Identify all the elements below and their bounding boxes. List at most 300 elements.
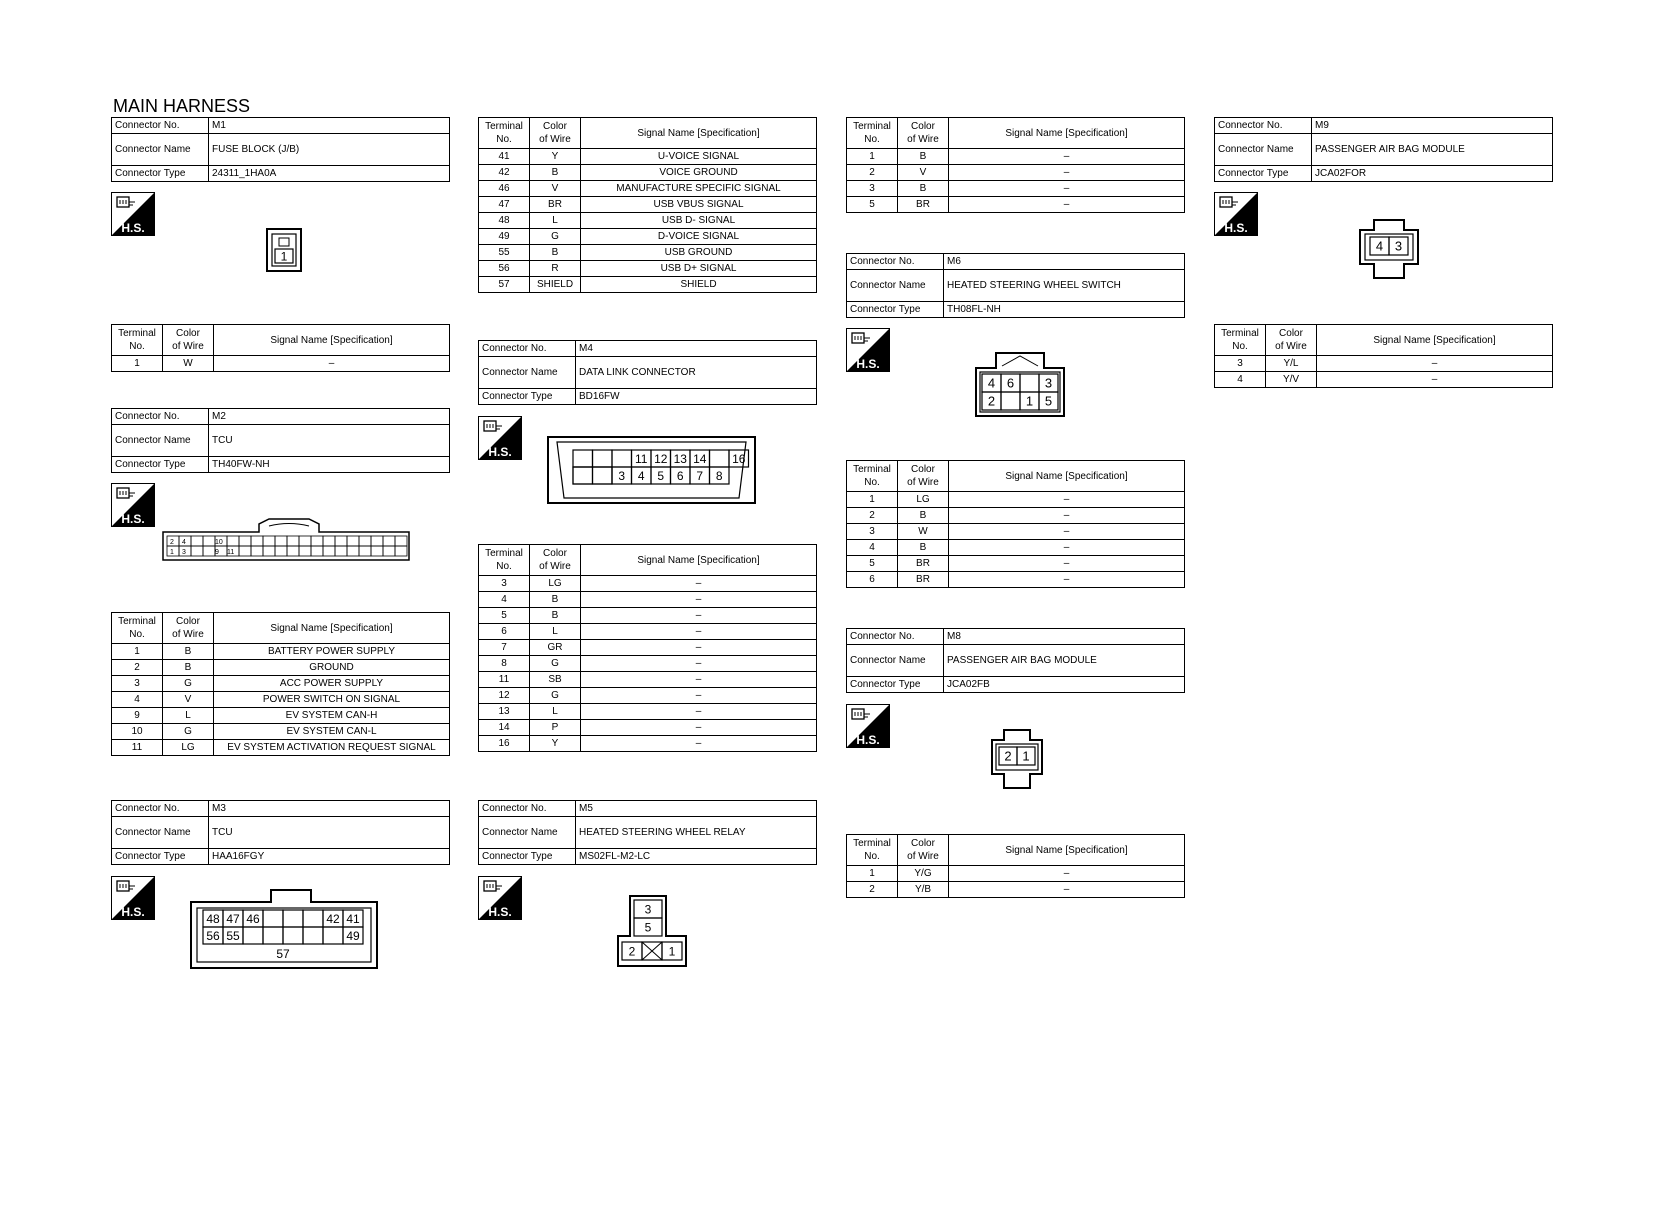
wire-color: LG [898, 492, 949, 508]
table-row [112, 740, 450, 756]
terminal-no: 48 [479, 213, 530, 229]
terminal-no: 56 [479, 261, 530, 277]
connector-m1-face [266, 228, 302, 277]
table-row [479, 688, 817, 704]
wire-color: BR [898, 572, 949, 588]
wire-color: B [163, 644, 214, 660]
svg-text:4: 4 [987, 375, 996, 391]
table-row [479, 576, 817, 592]
connector-name-value: FUSE BLOCK (J/B) [209, 134, 450, 166]
connector-type-label: Connector Type [479, 389, 576, 405]
terminal-no-header: Terminal No. [479, 545, 530, 576]
table-row [847, 556, 1185, 572]
terminal-no: 14 [479, 720, 530, 736]
terminal-no: 42 [479, 165, 530, 181]
signal-name: – [581, 640, 817, 656]
table-row [1215, 356, 1553, 372]
signal-name: – [949, 866, 1185, 882]
svg-text:H.S.: H.S. [856, 733, 880, 747]
terminal-no: 6 [479, 624, 530, 640]
table-row [1215, 372, 1553, 388]
signal-name-header: Signal Name [Specification] [581, 118, 817, 149]
terminal-no-header: Terminal No. [847, 118, 898, 149]
signal-name-header: Signal Name [Specification] [214, 613, 450, 644]
table-row [479, 229, 817, 245]
signal-name: – [581, 736, 817, 752]
wire-color: P [530, 720, 581, 736]
connector-no-value: M3 [209, 801, 450, 817]
wire-color: SHIELD [530, 277, 581, 293]
wire-color: Y/G [898, 866, 949, 882]
signal-name: POWER SWITCH ON SIGNAL [214, 692, 450, 708]
connector-no-label: Connector No. [112, 801, 209, 817]
signal-name-header: Signal Name [Specification] [949, 461, 1185, 492]
terminal-no: 12 [479, 688, 530, 704]
wire-color: B [530, 165, 581, 181]
connector-name-value: HEATED STEERING WHEEL SWITCH [944, 270, 1185, 302]
wire-color-header: Color of Wire [898, 118, 949, 149]
terminal-no: 4 [112, 692, 163, 708]
connector-info-m1 [111, 117, 450, 182]
svg-text:48: 48 [206, 911, 220, 926]
table-row [112, 676, 450, 692]
signal-name: – [581, 688, 817, 704]
wire-color-header: Color of Wire [163, 325, 214, 356]
connector-no-value: M8 [944, 629, 1185, 645]
wire-color: Y/V [1266, 372, 1317, 388]
svg-text:16: 16 [732, 451, 746, 466]
connector-info-m5 [478, 800, 817, 865]
svg-text:7: 7 [696, 468, 704, 483]
terminal-table-m8 [846, 834, 1185, 898]
signal-name: – [949, 149, 1185, 165]
terminal-no: 11 [112, 740, 163, 756]
connector-name-label: Connector Name [847, 645, 944, 677]
table-row [847, 882, 1185, 898]
terminal-no: 5 [847, 556, 898, 572]
wire-color: L [163, 708, 214, 724]
svg-text:4: 4 [637, 468, 645, 483]
terminal-no: 5 [479, 608, 530, 624]
wire-color: B [898, 149, 949, 165]
signal-name: – [949, 508, 1185, 524]
svg-text:H.S.: H.S. [856, 357, 880, 371]
svg-text:5: 5 [1044, 393, 1053, 409]
wire-color: V [898, 165, 949, 181]
signal-name: – [581, 624, 817, 640]
wire-color: B [898, 181, 949, 197]
table-row [479, 592, 817, 608]
connector-info-m4 [478, 340, 817, 405]
terminal-no: 3 [479, 576, 530, 592]
signal-name: – [581, 592, 817, 608]
table-row [479, 213, 817, 229]
signal-name: ACC POWER SUPPLY [214, 676, 450, 692]
connector-name-label: Connector Name [112, 134, 209, 166]
table-row [479, 624, 817, 640]
wire-color: G [163, 676, 214, 692]
signal-name: USB GROUND [581, 245, 817, 261]
table-row [479, 608, 817, 624]
terminal-no: 3 [847, 524, 898, 540]
connector-no-label: Connector No. [479, 801, 576, 817]
table-row [847, 508, 1185, 524]
table-row [847, 524, 1185, 540]
signal-name-header: Signal Name [Specification] [949, 118, 1185, 149]
svg-text:1: 1 [170, 549, 174, 556]
wire-color: G [530, 656, 581, 672]
svg-text:47: 47 [226, 911, 240, 926]
harness-side-icon [111, 483, 155, 527]
signal-name: – [581, 608, 817, 624]
connector-name-label: Connector Name [479, 357, 576, 389]
connector-no-value: M6 [944, 254, 1185, 270]
svg-text:6: 6 [1006, 375, 1015, 391]
signal-name: – [581, 656, 817, 672]
wire-color: L [530, 704, 581, 720]
terminal-table-m5 [846, 117, 1185, 213]
signal-name: – [949, 882, 1185, 898]
svg-text:1: 1 [280, 249, 288, 264]
harness-side-icon [846, 328, 890, 372]
connector-type-label: Connector Type [1215, 166, 1312, 182]
signal-name-header: Signal Name [Specification] [581, 545, 817, 576]
terminal-no: 4 [847, 540, 898, 556]
connector-type-value: TH08FL-NH [944, 302, 1185, 318]
terminal-table-m9 [1214, 324, 1553, 388]
connector-info-m3 [111, 800, 450, 865]
signal-name: – [949, 197, 1185, 213]
table-row [112, 644, 450, 660]
wire-color: V [163, 692, 214, 708]
table-row [479, 181, 817, 197]
connector-type-label: Connector Type [112, 166, 209, 182]
signal-name: U-VOICE SIGNAL [581, 149, 817, 165]
table-row [112, 692, 450, 708]
connector-type-value: MS02FL-M2-LC [576, 849, 817, 865]
signal-name: – [949, 540, 1185, 556]
terminal-no: 49 [479, 229, 530, 245]
wire-color: Y/B [898, 882, 949, 898]
svg-text:42: 42 [326, 911, 340, 926]
wire-color: Y/L [1266, 356, 1317, 372]
table-row [847, 197, 1185, 213]
table-row [112, 724, 450, 740]
wire-color-header: Color of Wire [898, 835, 949, 866]
svg-text:3: 3 [1044, 375, 1053, 391]
connector-name-value: TCU [209, 817, 450, 849]
terminal-table-m3 [478, 117, 817, 293]
svg-text:57: 57 [276, 947, 290, 961]
svg-text:41: 41 [346, 911, 360, 926]
connector-info-m9 [1214, 117, 1553, 182]
wire-color-header: Color of Wire [530, 118, 581, 149]
terminal-no: 1 [847, 149, 898, 165]
signal-name: SHIELD [581, 277, 817, 293]
signal-name: EV SYSTEM CAN-L [214, 724, 450, 740]
signal-name: USB VBUS SIGNAL [581, 197, 817, 213]
connector-no-label: Connector No. [479, 341, 576, 357]
svg-text:56: 56 [206, 928, 220, 943]
svg-text:H.S.: H.S. [488, 905, 512, 919]
connector-m6-face [974, 352, 1066, 423]
svg-text:11: 11 [635, 451, 648, 466]
signal-name: – [581, 720, 817, 736]
wire-color: GR [530, 640, 581, 656]
wire-color: R [530, 261, 581, 277]
wire-color-header: Color of Wire [163, 613, 214, 644]
terminal-no-header: Terminal No. [847, 835, 898, 866]
wire-color: LG [530, 576, 581, 592]
signal-name: – [1317, 356, 1553, 372]
wire-color: G [163, 724, 214, 740]
terminal-no: 46 [479, 181, 530, 197]
table-row [847, 866, 1185, 882]
terminal-table-m6 [846, 460, 1185, 588]
table-row [112, 356, 450, 372]
terminal-no: 1 [847, 866, 898, 882]
connector-name-label: Connector Name [112, 425, 209, 457]
svg-text:13: 13 [673, 451, 687, 466]
table-row [479, 656, 817, 672]
terminal-no: 2 [112, 660, 163, 676]
signal-name: – [949, 556, 1185, 572]
terminal-no: 2 [847, 882, 898, 898]
terminal-no: 5 [847, 197, 898, 213]
connector-no-value: M5 [576, 801, 817, 817]
terminal-no: 55 [479, 245, 530, 261]
signal-name-header: Signal Name [Specification] [949, 835, 1185, 866]
wire-color: LG [163, 740, 214, 756]
table-row [479, 165, 817, 181]
wire-color: B [530, 608, 581, 624]
terminal-table-m1 [111, 324, 450, 372]
terminal-no: 4 [1215, 372, 1266, 388]
wire-color: B [530, 592, 581, 608]
svg-text:2: 2 [1004, 748, 1012, 764]
signal-name: USB D- SIGNAL [581, 213, 817, 229]
terminal-no: 3 [1215, 356, 1266, 372]
svg-text:H.S.: H.S. [121, 512, 145, 526]
connector-type-value: TH40FW-NH [209, 457, 450, 473]
signal-name: GROUND [214, 660, 450, 676]
connector-name-label: Connector Name [112, 817, 209, 849]
signal-name: – [949, 165, 1185, 181]
svg-text:3: 3 [618, 468, 626, 483]
wire-color-header: Color of Wire [898, 461, 949, 492]
signal-name: – [581, 576, 817, 592]
connector-type-value: JCA02FB [944, 677, 1185, 693]
signal-name: MANUFACTURE SPECIFIC SIGNAL [581, 181, 817, 197]
signal-name-header: Signal Name [Specification] [214, 325, 450, 356]
terminal-no: 1 [112, 356, 163, 372]
signal-name: – [949, 181, 1185, 197]
connector-name-label: Connector Name [1215, 134, 1312, 166]
connector-name-label: Connector Name [479, 817, 576, 849]
svg-text:H.S.: H.S. [121, 905, 145, 919]
wire-color: BR [530, 197, 581, 213]
signal-name-header: Signal Name [Specification] [1317, 325, 1553, 356]
table-row [479, 704, 817, 720]
connector-no-label: Connector No. [1215, 118, 1312, 134]
table-row [847, 149, 1185, 165]
connector-info-m6 [846, 253, 1185, 318]
wire-color: SB [530, 672, 581, 688]
terminal-no: 2 [847, 508, 898, 524]
table-row [479, 736, 817, 752]
terminal-no: 47 [479, 197, 530, 213]
table-row [479, 197, 817, 213]
table-row [479, 277, 817, 293]
svg-text:1: 1 [1025, 393, 1034, 409]
connector-type-label: Connector Type [112, 849, 209, 865]
wire-color: BR [898, 556, 949, 572]
connector-type-label: Connector Type [847, 677, 944, 693]
wire-color: L [530, 624, 581, 640]
svg-text:2: 2 [628, 944, 636, 959]
connector-no-value: M2 [209, 409, 450, 425]
terminal-no: 7 [479, 640, 530, 656]
harness-side-icon [1214, 192, 1258, 236]
table-row [479, 261, 817, 277]
connector-no-value: M9 [1312, 118, 1553, 134]
connector-m2-face [162, 518, 412, 567]
connector-name-label: Connector Name [847, 270, 944, 302]
wire-color: B [898, 508, 949, 524]
table-row [847, 540, 1185, 556]
terminal-no: 13 [479, 704, 530, 720]
connector-m8-face [986, 728, 1048, 795]
svg-text:1: 1 [668, 944, 676, 959]
connector-no-label: Connector No. [112, 118, 209, 134]
wire-color: W [163, 356, 214, 372]
table-row [847, 492, 1185, 508]
svg-text:14: 14 [693, 451, 707, 466]
connector-m4-face [547, 436, 757, 511]
terminal-table-m2 [111, 612, 450, 756]
svg-text:55: 55 [226, 928, 240, 943]
svg-text:2: 2 [170, 539, 174, 546]
svg-text:8: 8 [715, 468, 723, 483]
connector-no-label: Connector No. [112, 409, 209, 425]
table-row [479, 720, 817, 736]
signal-name: EV SYSTEM ACTIVATION REQUEST SIGNAL [214, 740, 450, 756]
connector-info-m2 [111, 408, 450, 473]
terminal-no-header: Terminal No. [112, 613, 163, 644]
table-row [112, 660, 450, 676]
table-row [112, 708, 450, 724]
connector-name-value: DATA LINK CONNECTOR [576, 357, 817, 389]
terminal-no: 57 [479, 277, 530, 293]
wire-color: G [530, 688, 581, 704]
terminal-no: 8 [479, 656, 530, 672]
terminal-no: 3 [112, 676, 163, 692]
terminal-no-header: Terminal No. [1215, 325, 1266, 356]
connector-type-value: JCA02FOR [1312, 166, 1553, 182]
table-row [847, 165, 1185, 181]
connector-type-value: BD16FW [576, 389, 817, 405]
signal-name: – [1317, 372, 1553, 388]
terminal-no: 16 [479, 736, 530, 752]
table-row [479, 149, 817, 165]
harness-side-icon [478, 416, 522, 460]
terminal-no: 10 [112, 724, 163, 740]
svg-text:5: 5 [657, 468, 665, 483]
svg-text:49: 49 [346, 928, 360, 943]
signal-name: – [949, 572, 1185, 588]
table-row [479, 245, 817, 261]
signal-name: D-VOICE SIGNAL [581, 229, 817, 245]
connector-info-m8 [846, 628, 1185, 693]
wire-color: V [530, 181, 581, 197]
harness-side-icon [846, 704, 890, 748]
svg-text:6: 6 [676, 468, 684, 483]
svg-text:1: 1 [1022, 748, 1030, 764]
table-row [847, 572, 1185, 588]
connector-no-label: Connector No. [847, 254, 944, 270]
wire-color: B [898, 540, 949, 556]
connector-name-value: PASSENGER AIR BAG MODULE [1312, 134, 1553, 166]
connector-type-value: HAA16FGY [209, 849, 450, 865]
table-row [479, 672, 817, 688]
connector-no-value: M1 [209, 118, 450, 134]
svg-text:5: 5 [644, 920, 652, 935]
terminal-no: 9 [112, 708, 163, 724]
svg-text:4: 4 [1375, 238, 1384, 254]
wire-color: BR [898, 197, 949, 213]
svg-text:H.S.: H.S. [1224, 221, 1248, 235]
harness-side-icon [111, 192, 155, 236]
terminal-table-m4 [478, 544, 817, 752]
connector-m3-face [189, 888, 381, 977]
connector-m5-face [616, 894, 688, 973]
connector-no-label: Connector No. [847, 629, 944, 645]
connector-type-label: Connector Type [479, 849, 576, 865]
signal-name: – [949, 492, 1185, 508]
table-row [847, 181, 1185, 197]
signal-name: – [581, 704, 817, 720]
terminal-no: 1 [112, 644, 163, 660]
svg-text:H.S.: H.S. [488, 445, 512, 459]
wire-color: Y [530, 736, 581, 752]
wire-color-header: Color of Wire [1266, 325, 1317, 356]
signal-name: BATTERY POWER SUPPLY [214, 644, 450, 660]
signal-name: USB D+ SIGNAL [581, 261, 817, 277]
terminal-no: 2 [847, 165, 898, 181]
svg-text:2: 2 [987, 393, 996, 409]
table-row [479, 640, 817, 656]
wire-color: B [163, 660, 214, 676]
connector-name-value: PASSENGER AIR BAG MODULE [944, 645, 1185, 677]
svg-text:12: 12 [654, 451, 668, 466]
connector-name-value: HEATED STEERING WHEEL RELAY [576, 817, 817, 849]
signal-name: – [949, 524, 1185, 540]
svg-text:H.S.: H.S. [121, 221, 145, 235]
connector-no-value: M4 [576, 341, 817, 357]
harness-side-icon [478, 876, 522, 920]
signal-name: – [214, 356, 450, 372]
svg-text:3: 3 [1394, 238, 1403, 254]
connector-type-value: 24311_1HA0A [209, 166, 450, 182]
wire-color: B [530, 245, 581, 261]
terminal-no: 6 [847, 572, 898, 588]
terminal-no-header: Terminal No. [847, 461, 898, 492]
wire-color: G [530, 229, 581, 245]
connector-name-value: TCU [209, 425, 450, 457]
terminal-no-header: Terminal No. [479, 118, 530, 149]
svg-text:9: 9 [215, 549, 219, 556]
wire-color: Y [530, 149, 581, 165]
